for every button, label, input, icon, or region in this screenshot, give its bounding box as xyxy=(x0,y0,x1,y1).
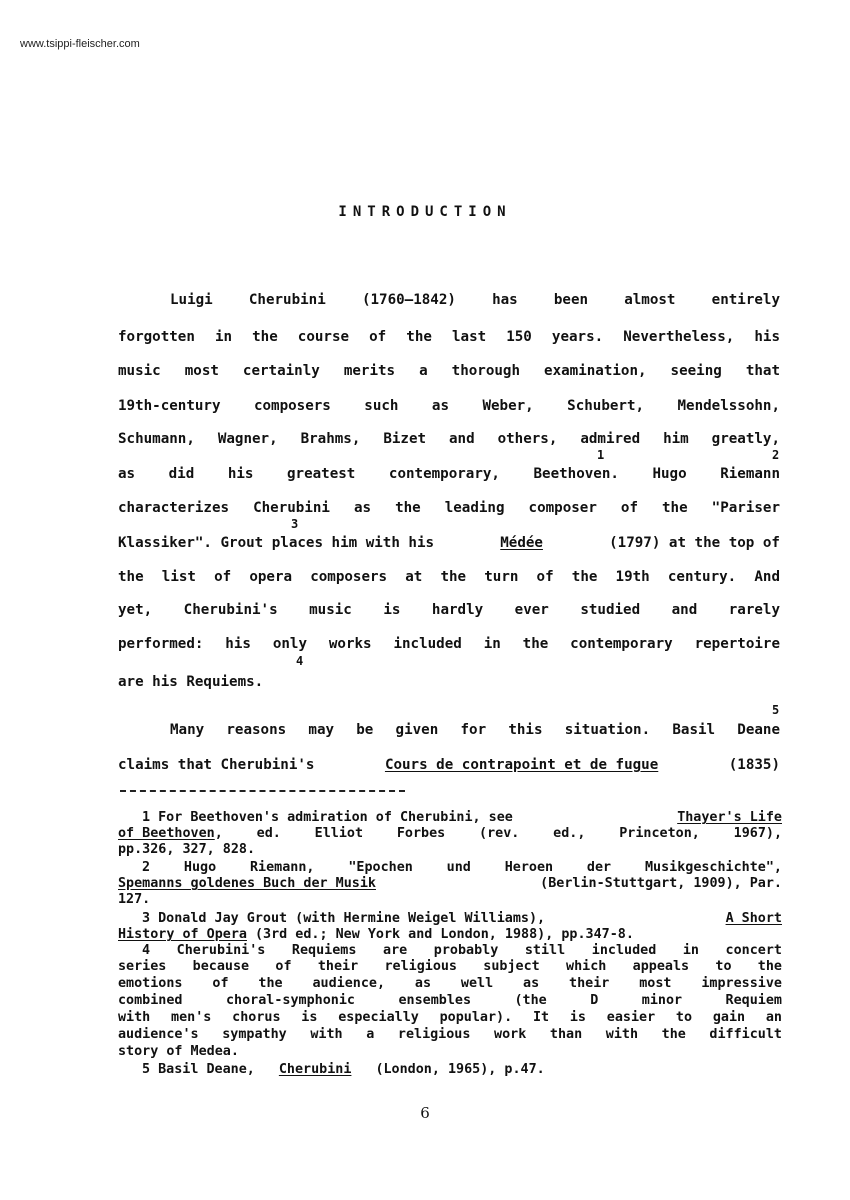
body-line: music most certainly merits a thorough examination, seeing that xyxy=(118,363,780,379)
footnote-ref-5: 5 xyxy=(772,703,780,717)
book-title: History of Opera xyxy=(118,927,247,942)
body-line: are his Requiems. xyxy=(118,674,264,690)
body-line: yet, Cherubini's music is hardly ever studied and rarely xyxy=(118,602,780,618)
footnote-1 xyxy=(142,811,782,824)
footnote-ref-2: 2 xyxy=(772,448,780,462)
footnote-4-line: combined choral-symphonic ensembles (the D minor Requiem xyxy=(118,993,782,1008)
footnote-ref-4: 4 xyxy=(296,654,304,668)
footnote-text: 1 For Beethoven's admiration of Cherubini, see xyxy=(142,810,513,825)
line-text: claims that Cherubini's xyxy=(118,757,315,773)
footnote-3-line-2 xyxy=(118,928,782,941)
footnote-text: 3 Donald Jay Grout (with Hermine Weigel Williams), xyxy=(142,911,546,926)
footnote-ref-1: 1 xyxy=(597,448,605,462)
body-line: forgotten in the course of the last 150 years. Nevertheless, his xyxy=(118,329,780,345)
footnote-4: 4 Cherubini's Requiems are probably still included in concert xyxy=(142,943,782,958)
line-text: (1797) at the top of xyxy=(609,535,780,551)
footnote-text: (3rd ed.; New York and London, 1988), pp.347-8. xyxy=(255,927,634,942)
body-line: 19th-century composers such as Weber, Schubert, Mendelssohn, xyxy=(118,398,780,414)
footnote-4-line: emotions of the audience, as well as their most impressive xyxy=(118,976,782,991)
footnote-1-line-2 xyxy=(118,827,782,840)
footnote-2-line-3: 127. xyxy=(118,892,151,907)
body-line xyxy=(118,758,780,772)
footnote-2-line-2 xyxy=(118,877,782,890)
body-line: Schumann, Wagner, Brahms, Bizet and others, admired him greatly, xyxy=(118,431,780,447)
website-url: www.tsippi-fleischer.com xyxy=(20,38,140,50)
footnote-ref-3: 3 xyxy=(291,517,299,531)
body-line: Many reasons may be given for this situation. Basil Deane xyxy=(170,722,780,738)
footnote-1-line-3: pp.326, 327, 828. xyxy=(118,842,256,857)
footnote-4-line: series because of their religious subject which appeals to the xyxy=(118,959,782,974)
line-text: Klassiker". Grout places him with his xyxy=(118,535,435,551)
footnote-3 xyxy=(142,912,782,925)
footnote-separator xyxy=(120,790,405,792)
page-title: INTRODUCTION xyxy=(338,204,512,220)
footnote-5 xyxy=(142,1063,545,1076)
line-text: (1835) xyxy=(728,757,780,773)
body-line: Luigi Cherubini (1760–1842) has been almost entirely xyxy=(170,292,780,308)
book-title: A Short xyxy=(725,911,782,926)
body-line xyxy=(118,536,780,550)
footnote-4-line: audience's sympathy with a religious work than with the difficult xyxy=(118,1027,782,1042)
book-title: Thayer's Life xyxy=(677,810,782,825)
book-title: Spemanns goldenes Buch der Musik xyxy=(118,876,376,891)
book-title-cours: Cours de contrapoint et de fugue xyxy=(384,757,659,773)
book-title: Cherubini xyxy=(278,1062,352,1077)
body-line: as did his greatest contemporary, Beethoven. Hugo Riemann xyxy=(118,466,780,482)
body-line: performed: his only works included in the contemporary repertoire xyxy=(118,636,780,652)
opera-title-medee: Médée xyxy=(500,535,543,551)
footnote-4-line: with men's chorus is especially popular). It is easier to gain an xyxy=(118,1010,782,1025)
book-title: of Beethoven xyxy=(118,826,215,841)
footnote-text: (Berlin-Stuttgart, 1909), Par. xyxy=(540,876,782,891)
footnote-2: 2 Hugo Riemann, "Epochen und Heroen der Musikgeschichte", xyxy=(142,860,782,875)
body-line: the list of opera composers at the turn of the 19th century. And xyxy=(118,569,780,585)
body-line: characterizes Cherubini as the leading composer of the "Pariser xyxy=(118,500,780,516)
footnote-text: (London, 1965), p.47. xyxy=(375,1062,545,1077)
footnote-text: , ed. Elliot Forbes (rev. ed., Princeton, 1967), xyxy=(214,826,782,841)
page-number: 6 xyxy=(420,1104,430,1122)
footnote-text: 5 Basil Deane, xyxy=(142,1062,255,1077)
footnote-4-line: story of Medea. xyxy=(118,1044,239,1059)
